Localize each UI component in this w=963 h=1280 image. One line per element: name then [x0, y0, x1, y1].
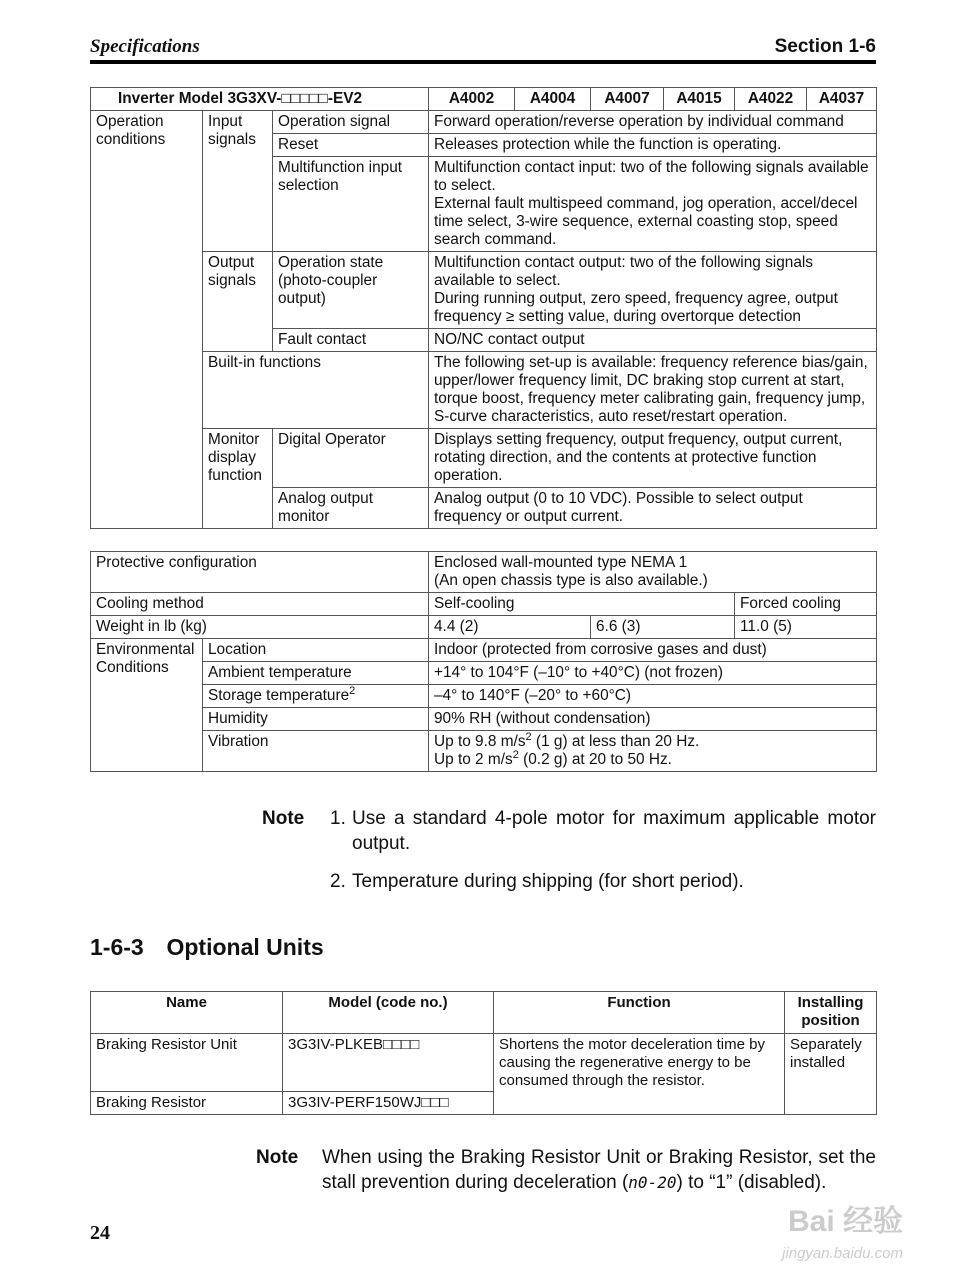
option-model: 3G3IV-PERF150WJ□□□ — [283, 1092, 494, 1115]
col-header: A4004 — [515, 88, 591, 111]
table-row — [91, 639, 877, 662]
multifunction-input-label: Multifunction input selection — [273, 157, 429, 252]
section-title: Optional Units — [166, 934, 324, 960]
builtin-functions-label: Built-in functions — [203, 352, 429, 429]
specifications-table-lower — [90, 551, 877, 772]
vib-text: (1 g) at less than 20 Hz. — [531, 733, 700, 750]
input-signals-label: Input signals — [203, 111, 273, 252]
weight-label: Weight in lb (kg) — [91, 616, 429, 639]
table-row — [91, 429, 877, 488]
ambient-temp-label: Ambient temperature — [203, 662, 429, 685]
note-2-number: 2. — [330, 871, 346, 892]
vibration-line-1 — [434, 730, 871, 751]
table-row — [91, 731, 877, 772]
col-header: A4037 — [807, 88, 877, 111]
fault-contact-value: NO/NC contact output — [429, 329, 877, 352]
option-name: Braking Resistor Unit — [91, 1034, 283, 1092]
operation-state-text-1: Multifunction contact output: two of the following signals available to select. — [434, 254, 813, 289]
table-row — [91, 616, 877, 639]
table-row — [91, 593, 877, 616]
note-1-text: Use a standard 4-pole motor for maximum applicable motor output. — [352, 808, 876, 854]
col-header: Model (code no.) — [283, 992, 494, 1034]
digital-operator-value: Displays setting frequency, output frequency, output current, rotating direction, and the contents at protective function operation. — [429, 429, 877, 488]
vibration-value — [429, 731, 877, 772]
storage-temp-text: Storage temperature — [208, 687, 350, 704]
humidity-value: 90% RH (without condensation) — [429, 708, 877, 731]
col-header: A4007 — [591, 88, 664, 111]
table-row — [91, 708, 877, 731]
vib-sup: 2 — [512, 748, 519, 761]
specifications-table — [90, 87, 877, 529]
table-row — [91, 662, 877, 685]
operation-conditions-label: Operation conditions — [91, 111, 203, 529]
model-header: Inverter Model 3G3XV-□□□□□-EV2 — [91, 88, 429, 111]
protective-config-text-2: (An open chassis type is also available.) — [434, 572, 708, 589]
parameter-code: n0-20 — [628, 1173, 677, 1192]
col-header: A4002 — [429, 88, 515, 111]
cooling-method-label: Cooling method — [91, 593, 429, 616]
option-name: Braking Resistor — [91, 1092, 283, 1115]
protective-config-text-1: Enclosed wall-mounted type NEMA 1 — [434, 554, 688, 571]
multifunction-input-text-1: Multifunction contact input: two of the following signals available to select. — [434, 159, 869, 194]
multifunction-input-text-2: External fault multispeed command, jog operation, accel/decel time select, 3-wire sequence, external coasting stop, speed search command. — [434, 195, 858, 248]
output-signals-label: Output signals — [203, 252, 273, 352]
fault-contact-label: Fault contact — [273, 329, 429, 352]
header-chapter-title: Specifications — [90, 36, 200, 57]
operation-state-text-2: During running output, zero speed, frequency agree, output frequency ≥ setting value, during overtorque detection — [434, 290, 838, 325]
vibration-label: Vibration — [203, 731, 429, 772]
col-header: Function — [494, 992, 785, 1034]
weight-value: 6.6 (3) — [591, 616, 735, 639]
digital-operator-label: Digital Operator — [273, 429, 429, 488]
header-rule — [90, 60, 876, 64]
operation-state-label: Operation state (photo-coupler output) — [273, 252, 429, 329]
watermark-logo: Bai 经验 — [787, 1205, 903, 1238]
operation-signal-label: Operation signal — [273, 111, 429, 134]
location-label: Location — [203, 639, 429, 662]
header-section-number: Section 1-6 — [774, 36, 876, 57]
reset-value: Releases protection while the function is operating. — [429, 134, 877, 157]
table-row — [91, 552, 877, 593]
table-row — [91, 685, 877, 708]
col-header: Installing position — [785, 992, 877, 1034]
vib-sup: 2 — [525, 730, 532, 743]
humidity-label: Humidity — [203, 708, 429, 731]
monitor-display-label: Monitor display function — [203, 429, 273, 529]
col-header: A4015 — [664, 88, 735, 111]
operation-signal-value: Forward operation/reverse operation by individual command — [429, 111, 877, 134]
optional-units-table — [90, 991, 877, 1115]
analog-output-value: Analog output (0 to 10 VDC). Possible to select output frequency or output current. — [429, 488, 877, 529]
section-number: 1-6-3 — [90, 934, 144, 960]
vib-text: Up to 9.8 m/s — [434, 733, 526, 750]
note-label: Note — [262, 808, 305, 829]
location-value: Indoor (protected from corrosive gases and dust) — [429, 639, 877, 662]
environmental-conditions-label: Environmental Conditions — [91, 639, 203, 772]
note2-text — [322, 1145, 876, 1195]
col-header: Name — [91, 992, 283, 1034]
storage-footnote-ref: 2 — [349, 684, 356, 697]
option-function: Shortens the motor deceleration time by causing the regenerative energy to be consumed through the resistor. — [494, 1034, 785, 1115]
col-header: A4022 — [735, 88, 807, 111]
vib-text: Up to 2 m/s — [434, 751, 513, 768]
reset-label: Reset — [273, 134, 429, 157]
section-heading — [90, 934, 324, 961]
protective-config-label: Protective configuration — [91, 552, 429, 593]
vibration-line-2 — [434, 748, 871, 769]
opt-header-row — [91, 992, 877, 1034]
note2-text-a: When using the Braking Resistor Unit or Braking Resistor, set the stall prevention during deceleration ( — [322, 1147, 876, 1193]
ambient-temp-value: +14° to 104°F (–10° to +40°C) (not frozen) — [429, 662, 877, 685]
storage-temp-label — [203, 685, 429, 708]
option-position: Separately installed — [785, 1034, 877, 1115]
multifunction-input-value — [429, 157, 877, 252]
builtin-functions-value: The following set-up is available: frequency reference bias/gain, upper/lower frequency limit, DC braking stop current at start, torque boost, frequency meter calibrating gain, frequency jump, S-curve characteristics, auto reset/restart operation. — [429, 352, 877, 429]
running-header — [90, 36, 876, 60]
table-row — [91, 111, 877, 134]
watermark-url: jingyan.baidu.com — [782, 1245, 903, 1262]
vib-text: (0.2 g) at 20 to 50 Hz. — [518, 751, 672, 768]
weight-value: 4.4 (2) — [429, 616, 591, 639]
table-row — [91, 1034, 877, 1092]
protective-config-value — [429, 552, 877, 593]
page-number: 24 — [90, 1222, 110, 1244]
table-row — [91, 252, 877, 329]
table-row — [91, 352, 877, 429]
note2-text-b: ) to “1” (disabled). — [676, 1172, 827, 1193]
spec-header-row — [91, 88, 877, 111]
note2-label: Note — [256, 1147, 299, 1168]
option-model: 3G3IV-PLKEB□□□□ — [283, 1034, 494, 1092]
analog-output-label: Analog output monitor — [273, 488, 429, 529]
storage-temp-value: –4° to 140°F (–20° to +60°C) — [429, 685, 877, 708]
note-1-number: 1. — [330, 808, 346, 829]
cooling-forced: Forced cooling — [735, 593, 877, 616]
note-2-text: Temperature during shipping (for short period). — [352, 871, 744, 892]
cooling-self: Self-cooling — [429, 593, 735, 616]
operation-state-value — [429, 252, 877, 329]
weight-value: 11.0 (5) — [735, 616, 877, 639]
